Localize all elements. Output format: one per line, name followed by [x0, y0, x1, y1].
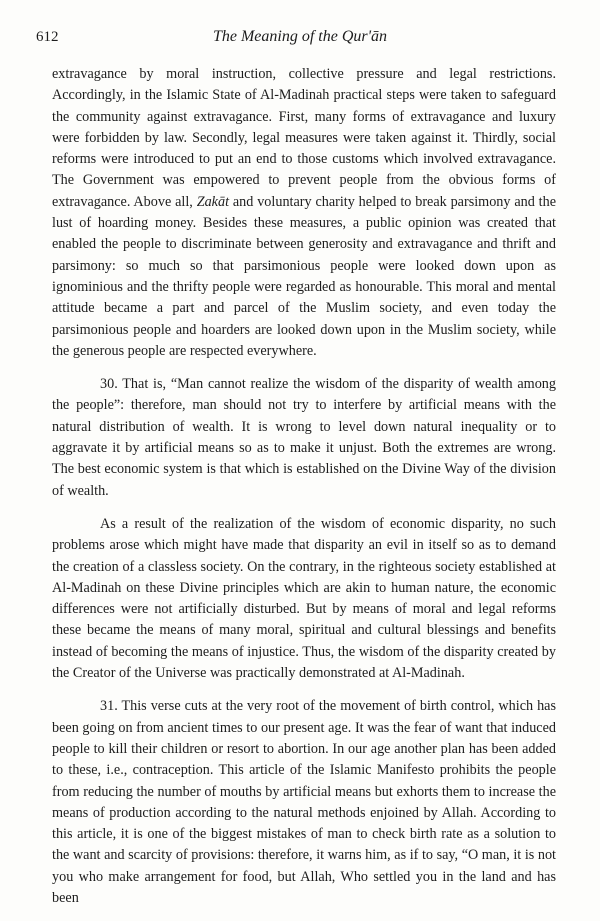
zakat-term: Zakāt: [196, 193, 230, 210]
body-text: [52, 64, 556, 921]
note-31-paragraph: 31. This verse cuts at the very root of the movement of birth control, which has been going on from ancient times to our present age. It was the fear of want that induced people to kill their children or resort to abortion. In our age another plan has been added to these, i.e., contraception. This article of the Islamic Manifesto prohibits the people from reducing the number of mouths by artificial means but exhorts them to increase the means of production according to the natural methods enjoined by Allah. According to this article, it is one of the biggest mistakes of man to check birth rate as a solution to the want and scarcity of provisions: therefore, it warns him, as if to say, “O man, it is not you who make arrangement for food, but Allah, Who settled you in the land and has been: [52, 698, 556, 906]
page-header: [36, 28, 564, 52]
paragraph-text: extravagance by moral instruction, collective pressure and legal restrictions. Accordingly, in the Islamic State of Al-Madinah practical steps were taken to safeguard the community against extravagance. First, many forms of extravagance and luxury were forbidden by law. Secondly, legal measures were taken against it. Thirdly, social reforms were introduced to put an end to those customs which involved extravagance. The Government was empowered to prevent people from the obvious forms of extravagance. Above all,: [52, 66, 556, 210]
economic-disparity-paragraph: As a result of the realization of the wisdom of economic disparity, no such problems arose which might have made that disparity an evil in itself so as to demand the creation of a classless society. On the contrary, in the righteous society established at Al-Madinah on these Divine principles which are akin to human nature, the economic differences were not artificially disturbed. But by means of moral and legal reforms these became the means of many moral, spiritual and cultural blessings and benefits instead of becoming the means of injustice. Thus, the wisdom of the disparity created by the Creator of the Universe was practically demonstrated at Al-Madinah.: [52, 515, 556, 682]
running-title: The Meaning of the Qur'ān: [212, 28, 388, 45]
page-number: 612: [36, 29, 59, 45]
note-30-paragraph: 30. That is, “Man cannot realize the wisdom of the disparity of wealth among the people”: therefore, man should not try to interfere by artificial means with the natural distribution of wealth. It is wrong to level down natural inequality or to aggravate it by artificial means so as to make it unjust. Both the extremes are wrong. The best economic system is that which is established on the Divine Way of the division of wealth.: [52, 376, 556, 499]
paragraph-continuation: [52, 64, 556, 362]
paragraph-text: and voluntary charity helped to break parsimony and the lust of hoarding money. Besides these measures, a public opinion was created that enabled the people to discriminate between generosity and extravagance and thrift and parsimony: so much so that parsimonious people were looked down upon as ignominious and the thrifty people were regarded as honourable. This moral and mental attitude became a part and parcel of the Muslim society, and even today the parsimonious people and hoarders are looked down upon in the Muslim society, while the generous people are respected everywhere.: [52, 193, 557, 359]
